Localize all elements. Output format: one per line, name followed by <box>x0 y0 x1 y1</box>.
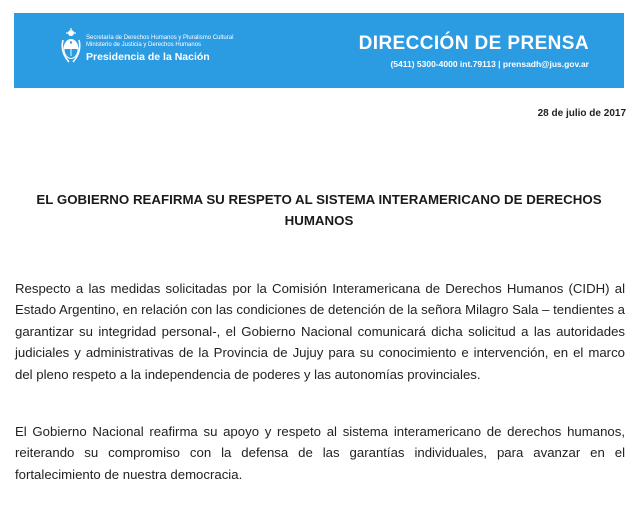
body-paragraph-1: Respecto a las medidas solicitadas por la Comisión Interamericana de Derechos Humanos (CIDH) al Estado Argentino, en relación con las condiciones de detención de la señora Milagro Sala – tendientes a garantizar su integridad personal-, el Gobierno Nacional comunicará dicha solicitud a las autoridades judiciales y administrativas de la Provincia de Jujuy para su conocimiento e intervención, en el marco del pleno respeto a la independencia de poderes y las autonomías provinciales. <box>15 281 625 382</box>
argentina-coat-of-arms-icon <box>60 28 82 66</box>
ministry-info <box>86 35 233 64</box>
document-date: 28 de julio de 2017 <box>537 108 626 119</box>
presidency-name: Presidencia de la Nación <box>86 51 210 63</box>
ministry-name: Ministerio de Justicia y Derechos Humanos <box>86 42 202 48</box>
press-office-title: DIRECCIÓN DE PRENSA <box>358 33 589 54</box>
press-contact-info: (5411) 5300-4000 int.79113 | prensadh@jus.gov.ar <box>390 59 589 69</box>
document-title: EL GOBIERNO REAFIRMA SU RESPETO AL SISTEMA INTERAMERICANO DE DERECHOS HUMANOS <box>36 192 602 228</box>
secretariat-name: Secretaría de Derechos Humanos y Pluralismo Cultural <box>86 35 234 41</box>
press-header-banner <box>14 13 624 88</box>
body-paragraph-2: El Gobierno Nacional reafirma su apoyo y respeto al sistema interamericano de derechos humanos, reiterando su compromiso con la defensa de las garantías individuales, para avanzar en el fortalecimiento de nuestra democracia. <box>15 424 625 482</box>
